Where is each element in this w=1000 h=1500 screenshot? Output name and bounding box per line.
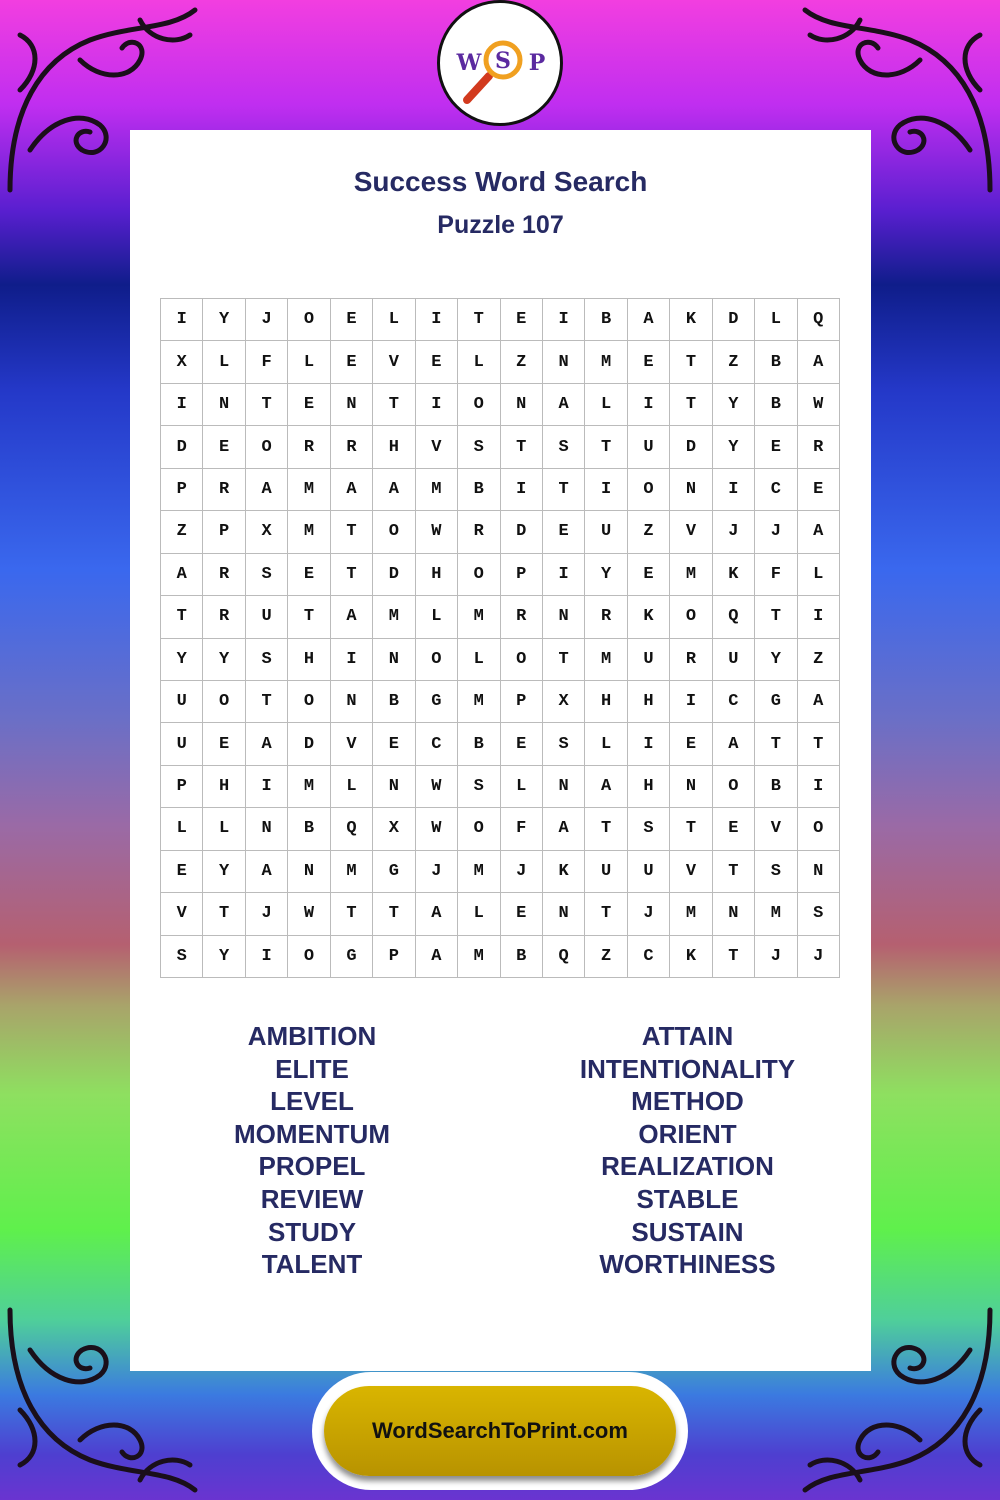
footer-badge — [312, 1372, 688, 1490]
logo-letter-s: S — [495, 48, 511, 74]
grid-cell[interactable]: S — [798, 893, 840, 935]
word-list-item: INTENTIONALITY — [579, 1053, 796, 1084]
grid-cell[interactable]: W — [416, 766, 458, 808]
grid-cell[interactable]: R — [458, 511, 500, 553]
grid-cell[interactable]: W — [416, 511, 458, 553]
grid-cell[interactable]: M — [585, 639, 627, 681]
word-list-item: METHOD — [631, 1086, 744, 1117]
grid-cell[interactable]: L — [288, 341, 330, 383]
word-list-item: LEVEL — [270, 1086, 354, 1117]
grid-cell[interactable]: C — [713, 681, 755, 723]
grid-cell[interactable]: T — [585, 426, 627, 468]
grid-cell[interactable]: U — [246, 596, 288, 638]
grid-cell[interactable]: E — [501, 893, 543, 935]
grid-cell[interactable]: M — [458, 681, 500, 723]
grid-cell[interactable]: E — [331, 341, 373, 383]
grid-cell[interactable]: A — [798, 681, 840, 723]
logo-letter-w: W — [456, 50, 482, 76]
grid-cell[interactable]: O — [713, 766, 755, 808]
grid-cell[interactable]: I — [543, 554, 585, 596]
grid-cell[interactable]: T — [161, 596, 203, 638]
magnifier-logo-icon — [445, 8, 555, 118]
grid-cell[interactable]: E — [161, 851, 203, 893]
word-list-left — [212, 1020, 412, 1281]
grid-cell[interactable]: M — [331, 851, 373, 893]
grid-cell[interactable]: I — [585, 469, 627, 511]
grid-cell[interactable]: Z — [161, 511, 203, 553]
grid-cell[interactable]: D — [373, 554, 415, 596]
grid-cell[interactable]: O — [458, 808, 500, 850]
grid-cell[interactable]: P — [501, 681, 543, 723]
grid-cell[interactable]: A — [161, 554, 203, 596]
grid-cell[interactable]: B — [458, 723, 500, 765]
grid-cell[interactable]: O — [416, 639, 458, 681]
grid-cell[interactable]: T — [585, 808, 627, 850]
grid-cell[interactable]: E — [501, 299, 543, 341]
grid-cell[interactable]: E — [628, 554, 670, 596]
grid-cell[interactable]: N — [501, 384, 543, 426]
grid-cell[interactable]: R — [670, 639, 712, 681]
word-list-item: ELITE — [275, 1053, 349, 1084]
word-list-item: TALENT — [261, 1249, 363, 1280]
grid-cell[interactable]: I — [628, 723, 670, 765]
word-list-item: AMBITION — [247, 1021, 377, 1051]
grid-cell[interactable]: V — [755, 808, 797, 850]
grid-cell[interactable]: Y — [203, 299, 245, 341]
grid-cell[interactable]: H — [416, 554, 458, 596]
grid-cell[interactable]: B — [373, 681, 415, 723]
word-list-item: REVIEW — [260, 1183, 364, 1214]
grid-cell[interactable]: L — [585, 384, 627, 426]
grid-cell[interactable]: T — [288, 596, 330, 638]
grid-cell[interactable]: O — [203, 681, 245, 723]
grid-cell[interactable]: A — [331, 469, 373, 511]
grid-cell[interactable]: L — [416, 596, 458, 638]
grid-cell[interactable]: A — [416, 893, 458, 935]
word-list-item: ORIENT — [638, 1118, 737, 1149]
grid-cell[interactable]: L — [203, 808, 245, 850]
grid-cell[interactable]: T — [543, 639, 585, 681]
word-list-item: MOMENTUM — [234, 1118, 390, 1149]
grid-cell[interactable]: L — [458, 893, 500, 935]
grid-cell[interactable]: X — [543, 681, 585, 723]
grid-cell[interactable]: S — [246, 639, 288, 681]
grid-cell[interactable]: R — [585, 596, 627, 638]
grid-cell[interactable]: J — [713, 511, 755, 553]
grid-cell[interactable]: S — [458, 766, 500, 808]
grid-cell[interactable]: M — [288, 511, 330, 553]
grid-cell[interactable]: K — [670, 299, 712, 341]
grid-cell[interactable]: E — [543, 511, 585, 553]
grid-cell[interactable]: S — [755, 851, 797, 893]
grid-cell[interactable]: A — [543, 384, 585, 426]
grid-cell[interactable]: D — [713, 299, 755, 341]
grid-cell[interactable]: P — [161, 469, 203, 511]
grid-cell[interactable]: F — [246, 341, 288, 383]
grid-cell[interactable]: J — [798, 936, 840, 978]
grid-cell[interactable]: N — [543, 341, 585, 383]
grid-cell[interactable]: V — [373, 341, 415, 383]
grid-cell[interactable]: V — [670, 851, 712, 893]
grid-cell[interactable]: N — [246, 808, 288, 850]
grid-cell[interactable]: I — [161, 384, 203, 426]
grid-cell[interactable]: J — [416, 851, 458, 893]
grid-cell[interactable]: C — [755, 469, 797, 511]
grid-cell[interactable]: R — [798, 426, 840, 468]
grid-cell[interactable]: I — [628, 384, 670, 426]
grid-cell[interactable]: I — [543, 299, 585, 341]
grid-cell[interactable]: E — [628, 341, 670, 383]
word-list-item: REALIZATION — [601, 1151, 774, 1182]
grid-cell[interactable]: N — [288, 851, 330, 893]
grid-cell[interactable]: M — [458, 936, 500, 978]
grid-cell[interactable]: J — [246, 893, 288, 935]
grid-cell[interactable]: J — [501, 851, 543, 893]
grid-cell[interactable]: B — [755, 384, 797, 426]
grid-cell[interactable]: A — [416, 936, 458, 978]
grid-cell[interactable]: T — [501, 426, 543, 468]
grid-cell[interactable]: Y — [713, 426, 755, 468]
grid-cell[interactable]: J — [246, 299, 288, 341]
grid-cell[interactable]: I — [416, 384, 458, 426]
grid-cell[interactable]: K — [628, 596, 670, 638]
grid-cell[interactable]: H — [203, 766, 245, 808]
grid-cell[interactable]: A — [246, 469, 288, 511]
grid-cell[interactable]: W — [288, 893, 330, 935]
grid-cell[interactable]: E — [331, 299, 373, 341]
logo-letter-p: P — [528, 50, 546, 76]
grid-cell[interactable]: E — [670, 723, 712, 765]
grid-cell[interactable]: R — [331, 426, 373, 468]
grid-cell[interactable]: O — [458, 554, 500, 596]
grid-cell[interactable]: N — [373, 639, 415, 681]
grid-cell[interactable]: R — [203, 554, 245, 596]
puzzle-sheet — [130, 130, 871, 1371]
grid-cell[interactable]: E — [203, 426, 245, 468]
grid-cell[interactable]: U — [161, 723, 203, 765]
grid-cell[interactable]: L — [458, 341, 500, 383]
grid-cell[interactable]: T — [331, 511, 373, 553]
grid-cell[interactable]: M — [458, 596, 500, 638]
grid-cell[interactable]: U — [161, 681, 203, 723]
grid-cell[interactable]: U — [628, 426, 670, 468]
website-link-button[interactable]: WordSearchToPrint.com — [324, 1386, 676, 1476]
grid-cell[interactable]: A — [585, 766, 627, 808]
grid-cell[interactable]: P — [501, 554, 543, 596]
word-list-right — [560, 1020, 815, 1281]
grid-cell[interactable]: P — [373, 936, 415, 978]
grid-cell[interactable]: T — [670, 384, 712, 426]
grid-cell[interactable]: V — [416, 426, 458, 468]
grid-cell[interactable]: U — [585, 511, 627, 553]
grid-cell[interactable]: G — [416, 681, 458, 723]
grid-cell[interactable]: E — [373, 723, 415, 765]
grid-cell[interactable]: R — [203, 596, 245, 638]
grid-cell[interactable]: T — [373, 893, 415, 935]
grid-cell[interactable]: T — [331, 554, 373, 596]
grid-cell[interactable]: F — [755, 554, 797, 596]
grid-cell[interactable]: Q — [543, 936, 585, 978]
grid-cell[interactable]: G — [331, 936, 373, 978]
grid-cell[interactable]: N — [331, 681, 373, 723]
grid-cell[interactable]: A — [331, 596, 373, 638]
grid-cell[interactable]: U — [585, 851, 627, 893]
grid-cell[interactable]: N — [713, 893, 755, 935]
grid-cell[interactable]: T — [458, 299, 500, 341]
grid-cell[interactable]: N — [331, 384, 373, 426]
grid-cell[interactable]: Y — [585, 554, 627, 596]
grid-cell[interactable]: T — [713, 936, 755, 978]
grid-cell[interactable]: C — [628, 936, 670, 978]
grid-cell[interactable]: Y — [203, 851, 245, 893]
grid-cell[interactable]: H — [628, 766, 670, 808]
grid-cell[interactable]: M — [373, 596, 415, 638]
grid-cell[interactable]: A — [713, 723, 755, 765]
grid-cell[interactable]: B — [501, 936, 543, 978]
grid-cell[interactable]: E — [288, 384, 330, 426]
grid-cell[interactable]: L — [161, 808, 203, 850]
grid-cell[interactable]: M — [585, 341, 627, 383]
grid-cell[interactable]: M — [416, 469, 458, 511]
grid-cell[interactable]: T — [246, 384, 288, 426]
grid-cell[interactable]: X — [246, 511, 288, 553]
grid-cell[interactable]: N — [203, 384, 245, 426]
grid-cell[interactable]: K — [543, 851, 585, 893]
grid-cell[interactable]: V — [331, 723, 373, 765]
grid-cell[interactable]: Y — [203, 936, 245, 978]
grid-cell[interactable]: U — [628, 851, 670, 893]
grid-cell[interactable]: N — [670, 766, 712, 808]
grid-cell[interactable]: Q — [798, 299, 840, 341]
grid-cell[interactable]: X — [373, 808, 415, 850]
grid-cell[interactable]: G — [373, 851, 415, 893]
grid-cell[interactable]: O — [288, 936, 330, 978]
grid-cell[interactable]: Z — [585, 936, 627, 978]
grid-cell[interactable]: U — [713, 639, 755, 681]
grid-cell[interactable]: Y — [161, 639, 203, 681]
grid-cell[interactable]: L — [458, 639, 500, 681]
grid-cell[interactable]: O — [246, 426, 288, 468]
grid-cell[interactable]: Z — [798, 639, 840, 681]
grid-cell[interactable]: J — [755, 936, 797, 978]
grid-cell[interactable]: S — [458, 426, 500, 468]
word-list-item: ATTAIN — [641, 1021, 734, 1051]
grid-cell[interactable]: T — [755, 723, 797, 765]
grid-cell[interactable]: S — [246, 554, 288, 596]
grid-cell[interactable]: E — [755, 426, 797, 468]
grid-cell[interactable]: L — [331, 766, 373, 808]
grid-cell[interactable]: T — [670, 341, 712, 383]
word-list-item: SUSTAIN — [631, 1216, 744, 1247]
grid-cell[interactable]: I — [416, 299, 458, 341]
grid-cell[interactable]: N — [543, 893, 585, 935]
grid-cell[interactable]: E — [501, 723, 543, 765]
grid-cell[interactable]: D — [501, 511, 543, 553]
grid-cell[interactable]: K — [713, 554, 755, 596]
letter-grid[interactable] — [160, 298, 840, 978]
grid-cell[interactable]: W — [798, 384, 840, 426]
grid-cell[interactable]: T — [331, 893, 373, 935]
grid-cell[interactable]: H — [373, 426, 415, 468]
grid-cell[interactable]: S — [161, 936, 203, 978]
grid-cell[interactable]: I — [501, 469, 543, 511]
grid-cell[interactable]: E — [203, 723, 245, 765]
grid-cell[interactable]: Q — [331, 808, 373, 850]
grid-cell[interactable]: C — [416, 723, 458, 765]
grid-cell[interactable]: T — [713, 851, 755, 893]
grid-cell[interactable]: N — [543, 766, 585, 808]
grid-cell[interactable]: E — [713, 808, 755, 850]
grid-cell[interactable]: B — [755, 341, 797, 383]
grid-cell[interactable]: N — [373, 766, 415, 808]
word-list-item: PROPEL — [258, 1151, 366, 1182]
grid-cell[interactable]: A — [543, 808, 585, 850]
puzzle-title: Success Word Search — [353, 166, 648, 197]
grid-cell[interactable]: I — [161, 299, 203, 341]
grid-cell[interactable]: I — [713, 469, 755, 511]
grid-cell[interactable]: E — [416, 341, 458, 383]
grid-cell[interactable]: B — [585, 299, 627, 341]
grid-cell[interactable]: M — [670, 554, 712, 596]
word-list-item: STUDY — [267, 1216, 357, 1247]
grid-cell[interactable]: N — [543, 596, 585, 638]
grid-cell[interactable]: I — [246, 766, 288, 808]
grid-cell[interactable]: M — [670, 893, 712, 935]
grid-cell[interactable]: T — [755, 596, 797, 638]
grid-cell[interactable]: O — [288, 681, 330, 723]
grid-cell[interactable]: H — [288, 639, 330, 681]
grid-cell[interactable]: B — [288, 808, 330, 850]
puzzle-subtitle: Puzzle 107 — [437, 211, 564, 239]
grid-cell[interactable]: T — [246, 681, 288, 723]
grid-cell[interactable]: J — [755, 511, 797, 553]
grid-cell[interactable]: L — [798, 554, 840, 596]
grid-cell[interactable]: U — [628, 639, 670, 681]
grid-cell[interactable]: L — [585, 723, 627, 765]
grid-cell[interactable]: Z — [628, 511, 670, 553]
grid-cell[interactable]: K — [670, 936, 712, 978]
grid-cell[interactable]: M — [458, 851, 500, 893]
grid-cell[interactable]: I — [670, 681, 712, 723]
grid-cell[interactable]: L — [755, 299, 797, 341]
word-list-item: WORTHINESS — [599, 1249, 776, 1280]
grid-cell[interactable]: A — [798, 511, 840, 553]
grid-cell[interactable]: N — [798, 851, 840, 893]
grid-cell[interactable]: L — [373, 299, 415, 341]
grid-cell[interactable]: Z — [501, 341, 543, 383]
grid-cell[interactable]: T — [543, 469, 585, 511]
grid-cell[interactable]: T — [585, 893, 627, 935]
grid-cell[interactable]: D — [670, 426, 712, 468]
grid-cell[interactable]: O — [628, 469, 670, 511]
grid-cell[interactable]: D — [161, 426, 203, 468]
grid-cell[interactable]: I — [798, 596, 840, 638]
grid-cell[interactable]: T — [670, 808, 712, 850]
grid-cell[interactable]: X — [161, 341, 203, 383]
grid-cell[interactable]: D — [288, 723, 330, 765]
grid-cell[interactable]: B — [458, 469, 500, 511]
grid-cell[interactable]: N — [670, 469, 712, 511]
grid-cell[interactable]: R — [288, 426, 330, 468]
grid-cell[interactable]: S — [543, 723, 585, 765]
grid-cell[interactable]: S — [628, 808, 670, 850]
grid-cell[interactable]: A — [246, 723, 288, 765]
grid-cell[interactable]: H — [628, 681, 670, 723]
grid-cell[interactable]: R — [501, 596, 543, 638]
grid-cell[interactable]: A — [798, 341, 840, 383]
grid-cell[interactable]: W — [416, 808, 458, 850]
grid-cell[interactable]: I — [246, 936, 288, 978]
grid-cell[interactable]: R — [203, 469, 245, 511]
grid-cell[interactable]: I — [331, 639, 373, 681]
grid-cell[interactable]: Q — [713, 596, 755, 638]
grid-cell[interactable]: A — [373, 469, 415, 511]
grid-cell[interactable]: S — [543, 426, 585, 468]
grid-cell[interactable]: O — [670, 596, 712, 638]
grid-cell[interactable]: M — [288, 766, 330, 808]
grid-cell[interactable]: V — [161, 893, 203, 935]
grid-cell[interactable]: E — [288, 554, 330, 596]
grid-cell[interactable]: M — [755, 893, 797, 935]
grid-cell[interactable]: T — [373, 384, 415, 426]
grid-cell[interactable]: F — [501, 808, 543, 850]
grid-cell[interactable]: B — [755, 766, 797, 808]
grid-cell[interactable]: I — [798, 766, 840, 808]
grid-cell[interactable]: T — [798, 723, 840, 765]
grid-cell[interactable]: O — [288, 299, 330, 341]
grid-cell[interactable]: O — [373, 511, 415, 553]
grid-cell[interactable]: Y — [755, 639, 797, 681]
grid-cell[interactable]: E — [798, 469, 840, 511]
grid-cell[interactable]: G — [755, 681, 797, 723]
grid-cell[interactable]: M — [288, 469, 330, 511]
grid-cell[interactable]: P — [161, 766, 203, 808]
grid-cell[interactable]: L — [203, 341, 245, 383]
grid-cell[interactable]: Y — [203, 639, 245, 681]
grid-cell[interactable]: O — [458, 384, 500, 426]
grid-cell[interactable]: Z — [713, 341, 755, 383]
grid-cell[interactable]: O — [798, 808, 840, 850]
grid-cell[interactable]: A — [628, 299, 670, 341]
grid-cell[interactable]: Y — [713, 384, 755, 426]
grid-cell[interactable]: V — [670, 511, 712, 553]
grid-cell[interactable]: L — [501, 766, 543, 808]
grid-cell[interactable]: P — [203, 511, 245, 553]
grid-cell[interactable]: T — [203, 893, 245, 935]
word-list-item: STABLE — [636, 1183, 739, 1214]
grid-cell[interactable]: H — [585, 681, 627, 723]
grid-cell[interactable]: J — [628, 893, 670, 935]
grid-cell[interactable]: A — [246, 851, 288, 893]
wsp-logo — [437, 0, 563, 126]
grid-cell[interactable]: O — [501, 639, 543, 681]
